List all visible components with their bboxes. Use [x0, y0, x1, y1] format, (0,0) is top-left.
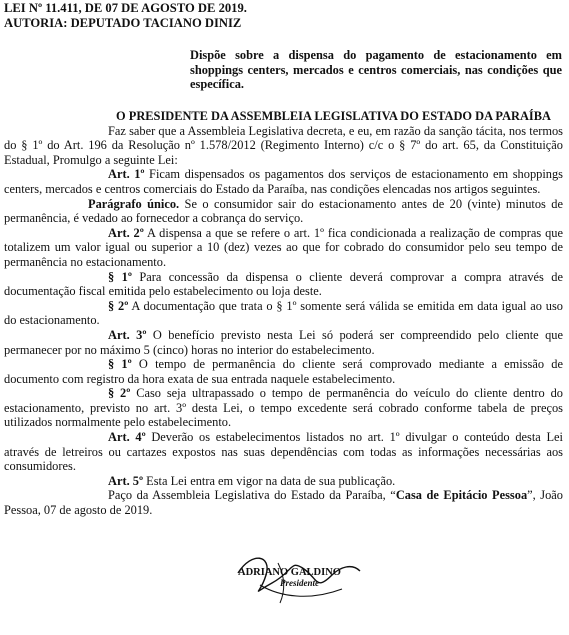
article-label: § 2º: [108, 298, 129, 313]
article-2-paragraph-1: [4, 270, 563, 299]
presidente-heading: O PRESIDENTE DA ASSEMBLEIA LEGISLATIVA DO ESTADO DA PARAÍBA: [116, 109, 551, 123]
article-3: [4, 328, 563, 357]
closing-house-name: Casa de Epitácio Pessoa: [395, 488, 528, 503]
closing-paragraph: [4, 488, 563, 517]
handwritten-signature: [220, 545, 370, 625]
law-body: [4, 109, 563, 518]
closing-text-before: Paço da Assembleia Legislativa do Estado da Paraíba, “: [108, 488, 396, 503]
article-label: Parágrafo único.: [88, 196, 180, 211]
article-2: [4, 226, 563, 270]
article-text: Deverão os estabelecimentos listados no art. 1º divulgar o conteúdo desta Lei através de letreiros ou cartazes expostos nas suas dependências com todas as informações necessárias aos consumidores.: [4, 430, 563, 474]
article-4: [4, 430, 563, 474]
signature-name: ADRIANO GALDINO: [238, 567, 341, 578]
article-label: § 1º: [108, 269, 132, 284]
signature-block: [220, 545, 370, 625]
law-title: [4, 1, 563, 30]
article-2-paragraph-2: [4, 299, 563, 328]
article-label: Art. 4º: [108, 430, 146, 445]
article-3-paragraph-1: [4, 357, 563, 386]
article-text: A dispensa a que se refere o art. 1º fica condicionada a realização de compras que totalizem um valor igual ou superior a 10 (dez) vezes ao que for cobrado do consumidor pelo seu tempo de permanência no estacionamento.: [4, 225, 563, 269]
article-label: Art. 3º: [108, 327, 147, 342]
article-text: O benefício previsto nesta Lei só poderá ser compreendido pelo cliente que permanecer por no máximo 5 (cinco) horas no interior do estabelecimento.: [4, 327, 563, 357]
article-text: Para concessão da dispensa o cliente deverá comprovar a compra através de documentação fiscal emitida pelo estabelecimento ou loja deste.: [4, 269, 563, 299]
article-label: Art. 1º: [108, 167, 145, 182]
article-5: [4, 474, 563, 489]
law-authorship: AUTORIA: DEPUTADO TACIANO DINIZ: [4, 15, 242, 30]
article-label: § 1º: [108, 357, 132, 372]
article-3-paragraph-2: [4, 386, 563, 430]
article-text: Ficam dispensados os pagamentos dos serviços de estacionamento em shoppings centers, mercados e centros comerciais do Estado da Paraíba, nas condições elencadas nos artigos seguintes.: [4, 167, 563, 196]
law-number: LEI Nº 11.411, DE 07 DE AGOSTO DE 2019.: [4, 1, 247, 15]
intro-paragraph: Faz saber que a Assembleia Legislativa decreta, e eu, em razão da sanção tácita, nos termos do § 1º do Art. 196 da Resolução nº 1.578/2012 (Regimento Interno) c/c o § 7º do art. 65, da Constituição Estadual, Promulgo a seguinte Lei:: [4, 123, 563, 167]
article-text: Caso seja ultrapassado o tempo de permanência do veículo do cliente dentro do estacionamento, previsto no art. 3º desta Lei, o tempo excedente será cobrado conforme tabela de preços utilizados normalmente pelo estabelecimento.: [4, 386, 563, 430]
ementa: Dispõe sobre a dispensa do pagamento de estacionamento em shoppings centers, mercados e centros comerciais, nas condições que específica.: [190, 48, 562, 92]
closing-text-after: ”, João Pessoa, 07 de agosto de 2019.: [4, 488, 563, 518]
article-label: § 2º: [108, 386, 131, 401]
article-text: O tempo de permanência do cliente será comprovado mediante a emissão de documento com registro da hora exata de sua entrada naquele estabelecimento.: [4, 357, 563, 386]
article-label: Art. 2º: [108, 225, 144, 240]
article-text: Se o consumidor sair do estacionamento antes de 20 (vinte) minutos de permanência, é vedado ao fornecedor a cobrança do serviço.: [4, 196, 563, 226]
article-1: [4, 167, 563, 196]
article-text: Esta Lei entra em vigor na data de sua publicação.: [143, 473, 396, 488]
article-text: A documentação que trata o § 1º somente será válida se emitida em data igual ao uso do estacionamento.: [4, 298, 563, 328]
signature-role: Presidente: [280, 578, 319, 588]
article-label: Art. 5º: [108, 473, 144, 488]
article-1-sole-paragraph: [4, 197, 563, 226]
